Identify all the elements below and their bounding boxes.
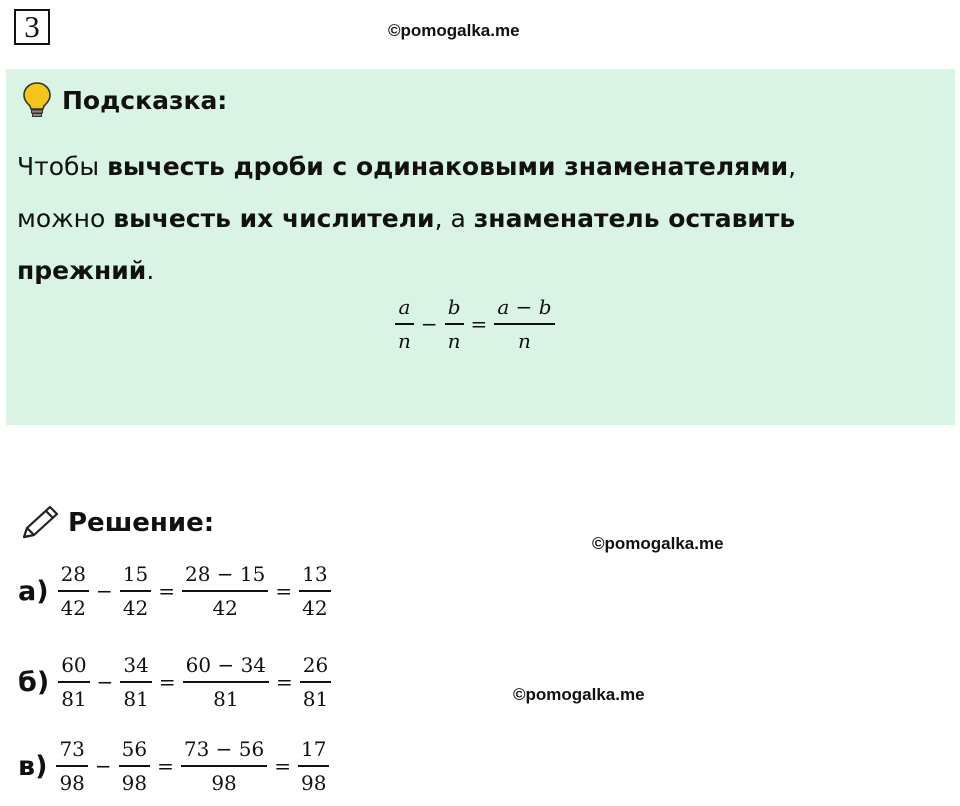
fraction-a-over-n xyxy=(395,294,414,354)
row-label: а) xyxy=(18,575,49,607)
fraction xyxy=(182,561,268,621)
denominator: 81 xyxy=(61,687,87,711)
watermark-lower: ©pomogalka.me xyxy=(513,685,645,704)
fraction-bar xyxy=(56,765,87,767)
denominator: 98 xyxy=(211,771,237,795)
fraction-bar xyxy=(120,590,151,592)
denominator: 81 xyxy=(123,687,149,711)
hint-text-bold: прежний xyxy=(17,256,147,285)
numerator: 15 xyxy=(122,562,149,586)
numerator: 60 xyxy=(61,653,87,677)
minus-sign: − xyxy=(96,670,114,694)
numerator: 34 xyxy=(123,653,149,677)
fraction xyxy=(58,561,89,621)
fraction xyxy=(299,561,330,621)
row-label: в) xyxy=(18,750,48,782)
fraction xyxy=(120,652,151,712)
hint-text-bold: вычесть их числители xyxy=(113,204,435,233)
fraction xyxy=(119,736,150,796)
fraction xyxy=(56,736,87,796)
hint-text-part: можно xyxy=(17,204,114,233)
hint-title-text: Подсказка: xyxy=(62,85,228,115)
solution-title xyxy=(18,503,214,543)
row-label: б) xyxy=(18,666,50,698)
numerator: 17 xyxy=(301,737,327,761)
denominator: n xyxy=(517,329,531,353)
numerator: a xyxy=(398,295,411,319)
fraction-bar xyxy=(299,590,330,592)
hint-text-part: . xyxy=(146,256,155,285)
lightbulb-icon xyxy=(22,81,52,119)
equation xyxy=(55,561,334,621)
numerator: 28 xyxy=(60,562,87,586)
pencil-icon xyxy=(18,503,62,543)
fraction xyxy=(300,652,331,712)
denominator: n xyxy=(398,329,411,353)
fraction xyxy=(183,652,269,712)
numerator: 73 − 56 xyxy=(183,737,265,761)
fraction-bar xyxy=(58,590,89,592)
denominator: 42 xyxy=(212,596,238,620)
equals-sign: = xyxy=(158,579,175,603)
hint-box xyxy=(6,69,955,425)
denominator: n xyxy=(447,329,461,353)
minus-sign: − xyxy=(96,579,113,603)
solution-title-text: Решение: xyxy=(68,508,215,538)
equals-sign: = xyxy=(470,312,488,336)
fraction xyxy=(120,561,151,621)
fraction-bar xyxy=(445,323,464,325)
fraction-bar xyxy=(298,765,329,767)
fraction-bar xyxy=(181,765,267,767)
fraction-bar xyxy=(183,681,269,683)
fraction-bar xyxy=(119,765,150,767)
numerator: 26 xyxy=(302,653,329,677)
solution-row-c xyxy=(18,736,332,796)
hint-text-part: , xyxy=(788,152,797,181)
fraction-bar xyxy=(395,323,414,325)
hint-text-bold: знаменатель оставить xyxy=(473,204,796,233)
hint-text-bold: вычесть дроби с одинаковыми знаменателями xyxy=(107,152,789,181)
denominator: 42 xyxy=(60,596,87,620)
fraction-result xyxy=(494,294,554,354)
equals-sign: = xyxy=(275,579,293,603)
task-number: 3 xyxy=(14,9,50,45)
fraction-bar xyxy=(58,681,89,683)
numerator: 73 xyxy=(59,737,85,761)
denominator: 98 xyxy=(59,771,85,795)
minus-sign: − xyxy=(420,312,438,336)
solution-row-b xyxy=(18,652,334,712)
denominator: 98 xyxy=(121,771,148,795)
fraction xyxy=(181,736,267,796)
fraction xyxy=(58,652,89,712)
denominator: 81 xyxy=(213,687,239,711)
numerator: 13 xyxy=(302,562,328,586)
denominator: 42 xyxy=(122,596,149,620)
denominator: 42 xyxy=(302,596,328,620)
denominator: 98 xyxy=(301,771,327,795)
numerator: 60 − 34 xyxy=(185,653,267,677)
general-formula xyxy=(392,294,558,354)
fraction-b-over-n xyxy=(445,294,464,354)
equation xyxy=(55,652,334,712)
equals-sign: = xyxy=(158,670,176,694)
fraction-bar xyxy=(300,681,331,683)
hint-text-part: Чтобы xyxy=(17,152,108,181)
fraction xyxy=(298,736,329,796)
fraction-bar xyxy=(182,590,268,592)
hint-text-part: , а xyxy=(434,204,474,233)
equals-sign: = xyxy=(157,754,174,778)
minus-sign: − xyxy=(94,754,112,778)
solution-row-a xyxy=(18,561,334,621)
denominator: 81 xyxy=(302,687,329,711)
equation xyxy=(53,736,332,796)
fraction-bar xyxy=(494,323,554,325)
equals-sign: = xyxy=(276,670,293,694)
hint-text xyxy=(17,141,917,297)
fraction-bar xyxy=(120,681,151,683)
numerator: 28 − 15 xyxy=(185,562,266,586)
hint-title xyxy=(22,81,227,119)
equals-sign: = xyxy=(274,754,292,778)
numerator: a − b xyxy=(497,295,552,319)
watermark-top: ©pomogalka.me xyxy=(388,21,520,40)
numerator: 56 xyxy=(121,737,148,761)
watermark-middle: ©pomogalka.me xyxy=(592,534,724,553)
numerator: b xyxy=(447,295,461,319)
